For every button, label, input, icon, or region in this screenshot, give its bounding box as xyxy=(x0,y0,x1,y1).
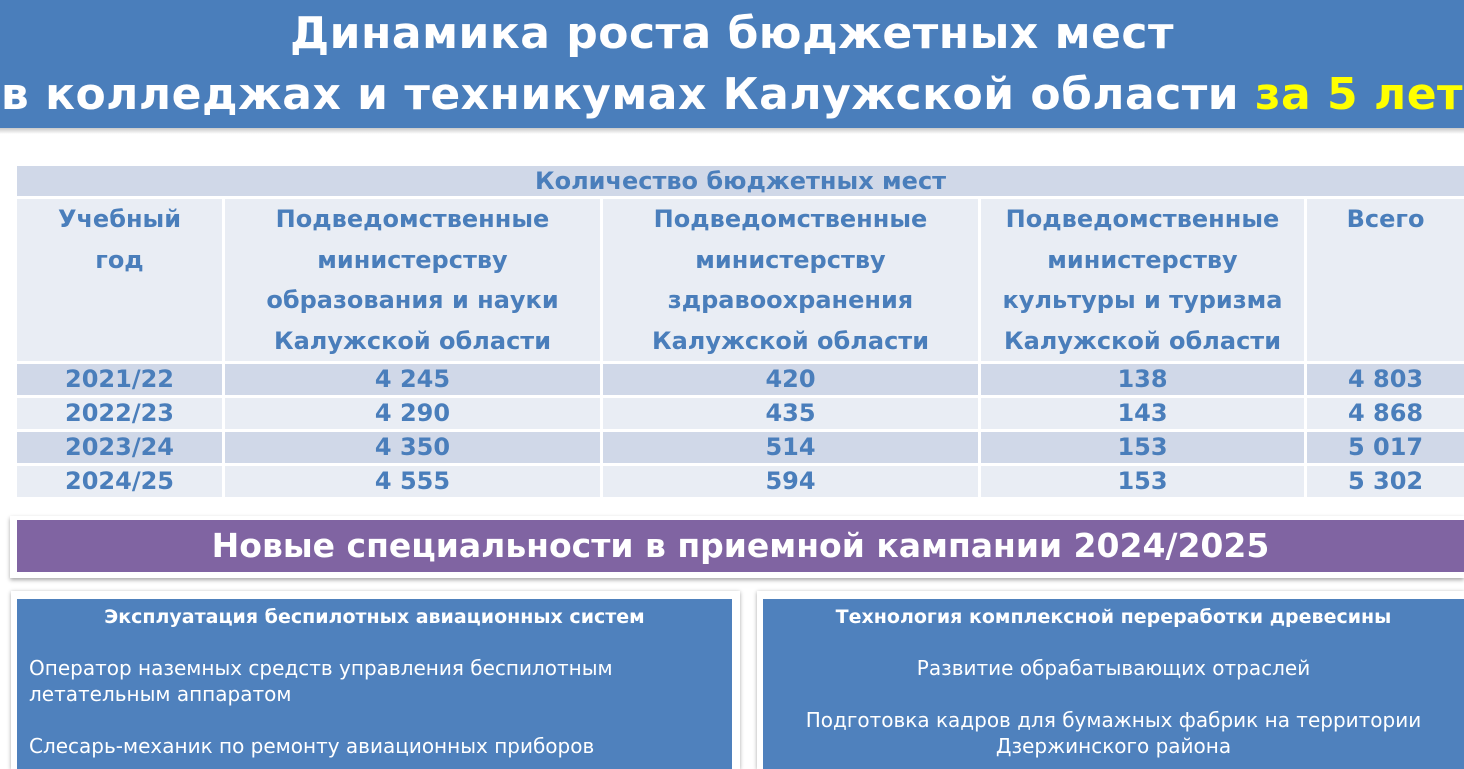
column-header-line: год xyxy=(95,245,144,274)
banner-frame xyxy=(10,516,1464,578)
cell-year: 2024/25 xyxy=(16,465,224,499)
column-header-health xyxy=(602,198,980,363)
page-title-line2 xyxy=(0,66,1464,124)
column-header-line: Учебный xyxy=(57,205,182,233)
column-header-line: Всего xyxy=(1346,205,1425,233)
cell-year: 2023/24 xyxy=(16,431,224,465)
table-header-row xyxy=(16,198,1464,363)
column-header-line: Калужской области xyxy=(1003,326,1282,355)
column-header-education xyxy=(224,198,602,363)
card-item: Развитие обрабатывающих отраслей xyxy=(916,656,1311,680)
column-header-line: министерству xyxy=(317,245,508,274)
column-header-line: Подведомственные xyxy=(1005,205,1280,233)
column-header-line: культуры и туризма xyxy=(1002,286,1283,314)
cell-education: 4 245 xyxy=(224,363,602,397)
cell-health: 514 xyxy=(602,431,980,465)
cell-culture: 138 xyxy=(980,363,1306,397)
specialty-card-drones xyxy=(17,599,732,769)
column-header-line: здравоохранения xyxy=(667,286,914,314)
cell-culture: 143 xyxy=(980,397,1306,431)
cell-health: 435 xyxy=(602,397,980,431)
column-header-line: Подведомственные xyxy=(275,205,550,233)
column-header-line: Подведомственные xyxy=(653,205,928,233)
cell-education: 4 555 xyxy=(224,465,602,499)
column-header-line: министерству xyxy=(1047,245,1238,274)
column-header-line: образования и науки xyxy=(266,286,559,314)
column-header-total xyxy=(1306,198,1464,363)
column-header-line: министерству xyxy=(695,245,886,274)
header-shadow xyxy=(0,128,1464,134)
page-title-line1: Динамика роста бюджетных мест xyxy=(289,8,1175,59)
cell-total: 5 017 xyxy=(1306,431,1464,465)
cell-culture: 153 xyxy=(980,465,1306,499)
cell-year: 2021/22 xyxy=(16,363,224,397)
column-header-culture xyxy=(980,198,1306,363)
column-header-year xyxy=(16,198,224,363)
cell-culture: 153 xyxy=(980,431,1306,465)
table-row xyxy=(16,363,1464,397)
page-title-highlight: за 5 лет xyxy=(1254,69,1464,120)
budget-places-table xyxy=(14,163,1464,500)
page-header xyxy=(0,0,1464,128)
cell-year: 2022/23 xyxy=(16,397,224,431)
table-row xyxy=(16,431,1464,465)
card-item: Подготовка кадров для бумажных фабрик на территории Дзержинского района xyxy=(805,708,1422,758)
cell-total: 4 868 xyxy=(1306,397,1464,431)
cell-education: 4 350 xyxy=(224,431,602,465)
table-body xyxy=(16,363,1464,499)
cell-total: 4 803 xyxy=(1306,363,1464,397)
cell-total: 5 302 xyxy=(1306,465,1464,499)
card-title: Технология комплексной переработки древесины xyxy=(835,606,1392,628)
card-title: Эксплуатация беспилотных авиационных систем xyxy=(104,606,645,628)
table-caption: Количество бюджетных мест xyxy=(16,165,1464,198)
new-specialties-banner: Новые специальности в приемной кампании 2024/2025 xyxy=(17,520,1464,572)
column-header-line: Калужской области xyxy=(651,326,930,355)
cell-health: 594 xyxy=(602,465,980,499)
specialty-card-wood xyxy=(763,599,1464,769)
cell-education: 4 290 xyxy=(224,397,602,431)
cell-health: 420 xyxy=(602,363,980,397)
page-title-main: в колледжах и техникумах Калужской области xyxy=(0,69,1255,120)
table-row xyxy=(16,397,1464,431)
column-header-line: Калужской области xyxy=(273,326,552,355)
table-caption-row xyxy=(16,165,1464,198)
card-item: Оператор наземных средств управления беспилотным летательным аппаратом xyxy=(29,656,613,706)
card-item: Слесарь-механик по ремонту авиационных приборов xyxy=(29,734,595,758)
table-row xyxy=(16,465,1464,499)
